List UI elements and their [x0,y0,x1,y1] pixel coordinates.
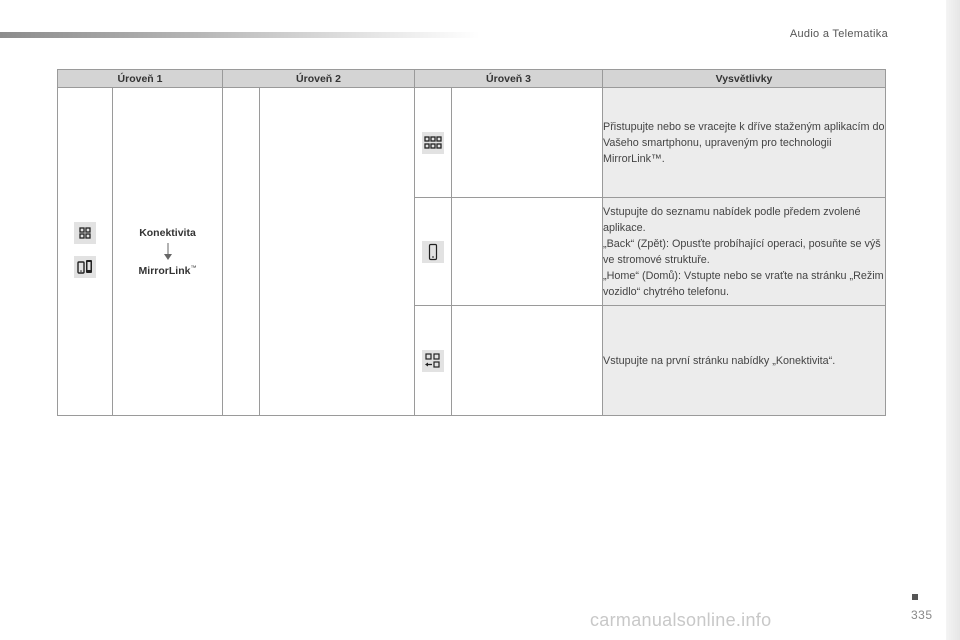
watermark-text: carmanualsonline.info [590,610,772,630]
connectivity-grid-icon [74,222,96,244]
page-number: 335 [911,608,933,622]
column-header-explanation: Vysvětlivky [603,70,886,88]
back-to-menu-icon [422,350,444,372]
level3-icon-cell [415,198,452,306]
header-gradient-bar [0,32,480,38]
level1-label-mirrorlink: MirrorLink [138,264,191,277]
description-line: „Home“ (Domů): Vstupte nebo se vraťte na stránku „Režim vozidlo“ chytrého telefonu. [603,269,884,298]
column-header-level3: Úroveň 3 [415,70,603,88]
description-cell: Přistupujte nebo se vracejte k dříve staženým aplikacím do Vašeho smartphonu, upraveným pro technologii MirrorLink™. [603,88,886,198]
arrow-down-icon [163,243,173,261]
page-marker [912,594,918,600]
description-cell [603,198,886,306]
level2-label-cell [260,88,415,416]
trademark-symbol: ™ [190,265,197,271]
level1-label [113,227,222,277]
level3-icon-cell [415,88,452,198]
description-line: „Back“ (Zpět): Opusťte probíhající operaci, posuňte se výš ve stromové struktuře. [603,237,881,266]
column-header-level1: Úroveň 1 [58,70,223,88]
table-row [58,88,886,198]
level3-icon-cell [415,306,452,416]
smartphone-icon [422,241,444,263]
level1-label-connectivity: Konektivita [139,226,196,239]
level2-icon-cell [223,88,260,416]
page-edge [946,0,960,640]
level3-label-cell [452,88,603,198]
level1-icon-cell [58,88,113,416]
table-header-row [58,70,886,88]
description-line: Vstupujte do seznamu nabídek podle předem zvolené aplikace. [603,205,861,234]
menu-structure-table [57,69,886,416]
mirrorlink-phone-icon [74,256,96,278]
column-header-level2: Úroveň 2 [223,70,415,88]
level3-label-cell [452,198,603,306]
section-title: Audio a Telematika [789,28,888,40]
description-cell: Vstupujte na první stránku nabídky „Konektivita“. [603,306,886,416]
level3-label-cell [452,306,603,416]
apps-grid-icon [422,132,444,154]
level1-label-cell [113,88,223,416]
